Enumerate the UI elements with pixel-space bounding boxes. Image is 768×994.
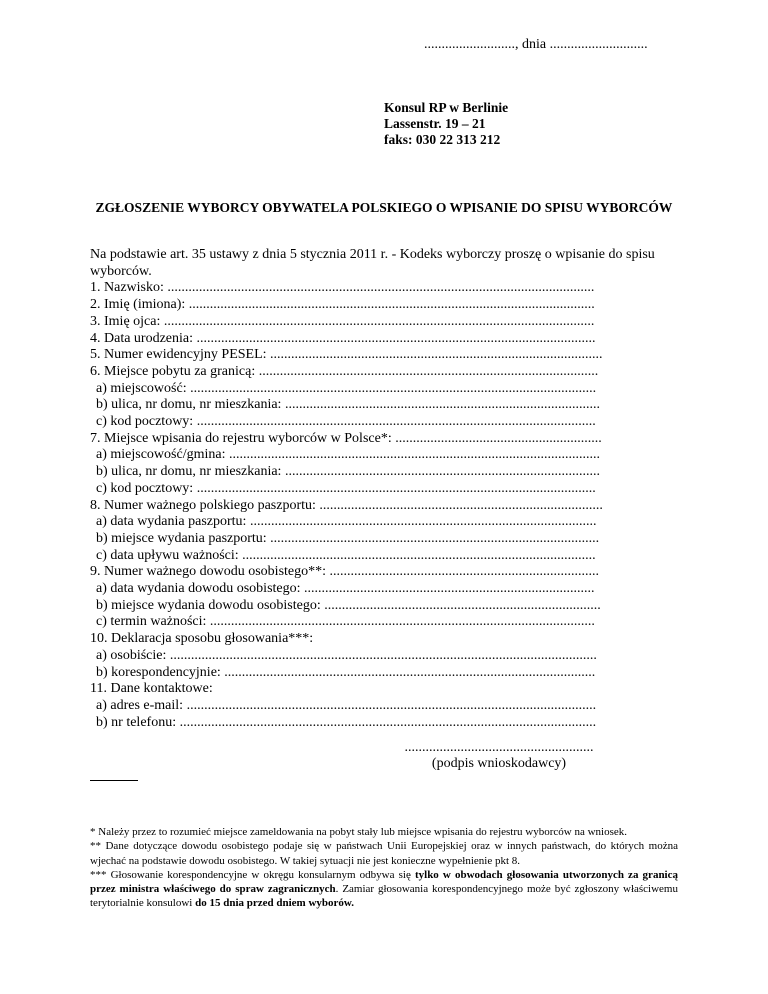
form-field-line: 2. Imię (imiona): .................................................................................................................... xyxy=(90,297,595,313)
form-subfield-line: a) adres e-mail: ..................................................................................................................... xyxy=(96,697,597,713)
form-field-line: 11. Dane kontaktowe: xyxy=(90,681,213,697)
footnote-3-text-b: . Zamiar głosowania korespondencyjnego może być zgłoszony właściwemu terytorialnie konsulowi xyxy=(90,883,678,910)
footnote-3-bold-a: tylko w obwodach głosowania utworzonych za granicą przez ministra właściwego do spraw zagranicznych xyxy=(90,868,678,896)
address-line-fax: faks: 030 22 313 212 xyxy=(384,132,501,147)
footnotes xyxy=(90,825,678,911)
signature-dots: ...................................................... xyxy=(404,740,594,755)
form-subfield-line: b) ulica, nr domu, nr mieszkania: .......................................................................................... xyxy=(96,464,600,480)
form-subfield-line: c) data upływu ważności: ..................................................................................................... xyxy=(96,547,596,563)
document-title: ZGŁOSZENIE WYBORCY OBYWATELA POLSKIEGO O WPISANIE DO SPISU WYBORCÓW xyxy=(95,200,673,215)
form-subfield-line: a) osobiście: .......................................................................................................................... xyxy=(96,647,597,663)
form-body xyxy=(90,247,680,731)
form-field-line: 10. Deklaracja sposobu głosowania***: xyxy=(90,631,314,647)
form-subfield-line: c) termin ważności: .............................................................................................................. xyxy=(96,614,595,630)
form-subfield-line: a) data wydania paszportu: ................................................................................................... xyxy=(96,514,597,530)
form-subfield-line: b) nr telefonu: ....................................................................................................................... xyxy=(96,714,597,730)
form-subfield-line: c) kod pocztowy: .................................................................................................................. xyxy=(96,480,596,496)
form-field-line: 6. Miejsce pobytu za granicą: ................................................................................................. xyxy=(90,363,599,379)
form-subfield-line: a) data wydania dowodu osobistego: ................................................................................... xyxy=(96,581,595,597)
form-subfield-line: b) miejsce wydania dowodu osobistego: ............................................................................... xyxy=(96,597,601,613)
place-date-line: .........................., dnia ............................ xyxy=(424,37,648,52)
form-subfield-line: c) kod pocztowy: .................................................................................................................. xyxy=(96,414,596,430)
footnote-2: ** Dane dotyczące dowodu osobistego podaje się w państwach Unii Europejskiej oraz w innych państwach, do których można wjechać na podstawie dowodu osobistego. W takiej sytuacji nie jest konieczne wypełnienie pkt 8. xyxy=(90,840,678,867)
form-fields xyxy=(90,280,680,731)
form-field-line: 9. Numer ważnego dowodu osobistego**: ............................................................................. xyxy=(90,564,600,580)
form-subfield-line: b) ulica, nr domu, nr mieszkania: .......................................................................................... xyxy=(96,397,600,413)
footnote-3-text-a: *** Głosowanie korespondencyjne w okręgu konsularnym odbywa się xyxy=(90,868,415,881)
form-subfield-line: b) korespondencyjnie: .......................................................................................................... xyxy=(96,664,596,680)
footnote-separator xyxy=(90,780,138,781)
form-field-line: 7. Miejsce wpisania do rejestru wyborców w Polsce*: ........................................................... xyxy=(90,430,602,446)
form-subfield-line: b) miejsce wydania paszportu: .............................................................................................. xyxy=(96,530,600,546)
signature-block xyxy=(384,740,614,772)
form-field-line: 3. Imię ojca: ........................................................................................................................... xyxy=(90,313,595,329)
form-field-line: 5. Numer ewidencyjny PESEL: ............................................................................................... xyxy=(90,347,603,363)
footnote-3 xyxy=(90,868,678,911)
form-subfield-line: a) miejscowość: .................................................................................................................... xyxy=(96,380,597,396)
form-field-line: 4. Data urodzenia: .................................................................................................................. xyxy=(90,330,596,346)
recipient-address xyxy=(384,100,508,148)
form-subfield-line: a) miejscowość/gmina: .......................................................................................................... xyxy=(96,447,600,463)
form-intro: Na podstawie art. 35 ustawy z dnia 5 stycznia 2011 r. - Kodeks wyborczy proszę o wpisanie do spisu wyborców. xyxy=(90,247,655,279)
footnote-1: * Należy przez to rozumieć miejsce zameldowania na pobyt stały lub miejsce wpisania do rejestru wyborców na wniosek. xyxy=(90,826,627,838)
form-field-line: 1. Nazwisko: .......................................................................................................................... xyxy=(90,280,595,296)
form-field-line: 8. Numer ważnego polskiego paszportu: ................................................................................. xyxy=(90,497,603,513)
footnote-3-bold-b: do 15 dnia przed dniem wyborów. xyxy=(195,897,355,910)
address-line-consul: Konsul RP w Berlinie xyxy=(384,100,509,115)
address-line-street: Lassenstr. 19 – 21 xyxy=(384,116,486,131)
signature-label: (podpis wnioskodawcy) xyxy=(431,756,567,771)
